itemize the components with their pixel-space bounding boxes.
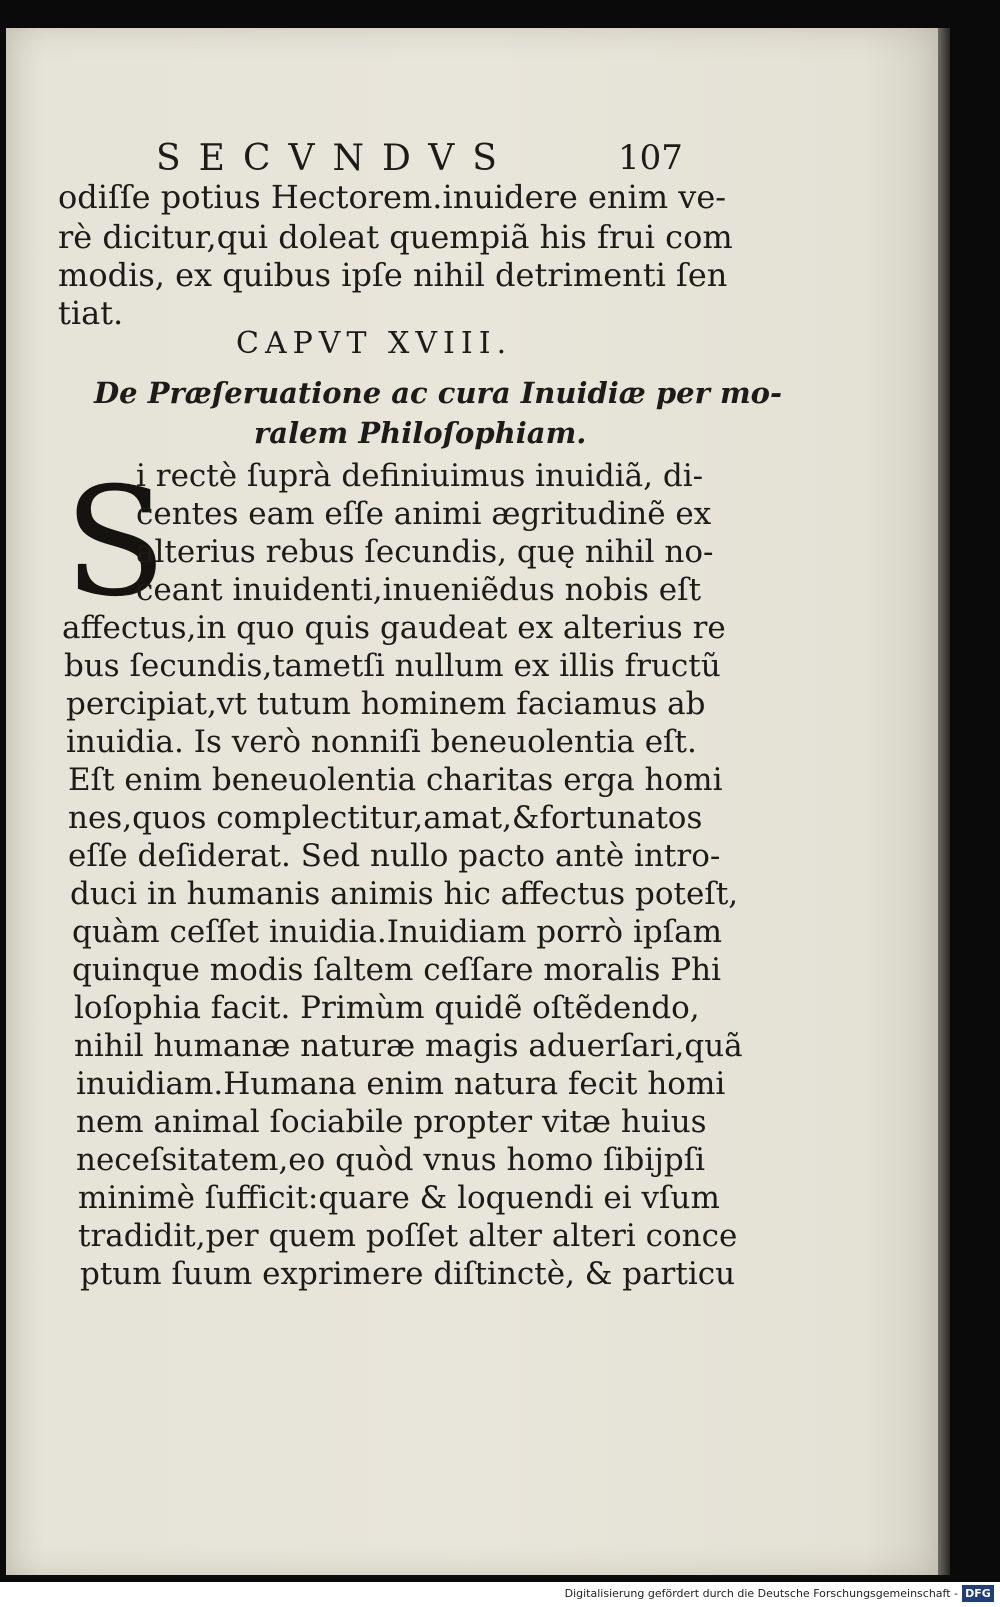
body-line: quinque modis ſaltem ceſſare moralis Phi: [72, 952, 722, 988]
text-line: tiat.: [58, 294, 124, 332]
footer-bar: [0, 1582, 1000, 1607]
chapter-title-line: ralem Philoſophiam.: [254, 416, 587, 450]
body-line: alterius rebus ſecundis, quę nihil no-: [136, 534, 714, 570]
body-line: inuidiam.Humana enim natura fecit homi: [76, 1066, 726, 1102]
running-title: SECVNDVS: [156, 138, 515, 179]
body-line: ptum ſuum exprimere diſtinctè, & particu: [80, 1256, 736, 1292]
book-page: [6, 28, 938, 1575]
dfg-logo: DFG: [962, 1585, 994, 1602]
body-line: duci in humanis animis hic affectus poteſt,: [70, 876, 739, 912]
body-line: neceſsitatem,eo quòd vnus homo ſibijpſi: [76, 1142, 706, 1178]
body-line: i rectè ſuprà definiuimus inuidiã, di-: [136, 458, 704, 494]
text-line: modis, ex quibus ipſe nihil detrimenti ſen: [58, 256, 728, 294]
body-line: ceant inuidenti,inueniẽdus nobis eſt: [136, 572, 702, 608]
text-line: rè dicitur,qui doleat quempiã his frui com: [58, 218, 733, 256]
body-line: quàm ceſſet inuidia.Inuidiam porrò ipſam: [72, 914, 723, 950]
body-line: percipiat,vt tutum hominem faciamus ab: [66, 686, 706, 722]
body-line: nihil humanæ naturæ magis aduerſari,quã: [74, 1028, 743, 1064]
body-line: tradidit,per quem poſſet alter alteri conce: [78, 1218, 738, 1254]
text-line: odiſſe potius Hectorem.inuidere enim ve-: [58, 178, 727, 216]
body-line: inuidia. Is verò nonniſi beneuolentia eſt.: [66, 724, 697, 760]
page-number: 107: [618, 138, 683, 178]
body-line: bus ſecundis,tametſi nullum ex illis fructũ: [64, 648, 721, 684]
chapter-title-line: De Præſeruatione ac cura Inuidiæ per mo-: [94, 376, 783, 410]
body-line: affectus,in quo quis gaudeat ex alterius re: [62, 610, 726, 646]
body-line: loſophia facit. Primùm quidẽ oſtẽdendo,: [74, 990, 700, 1026]
footer-credit: Digitalisierung gefördert durch die Deutsche Forschungsgemeinschaft -: [564, 1587, 958, 1600]
body-line: nem animal ſociabile propter vitæ huius: [76, 1104, 707, 1140]
body-line: Eſt enim beneuolentia charitas erga homi: [68, 762, 723, 798]
drop-cap: S: [64, 456, 167, 630]
chapter-heading: CAPVT XVIII.: [236, 326, 513, 361]
body-line: nes,quos complectitur,amat,&fortunatos: [68, 800, 703, 836]
body-line: minimè ſufficit:quare & loquendi ei vſum: [78, 1180, 720, 1216]
page-edge: [938, 28, 950, 1575]
body-line: centes eam eſſe animi ægritudinẽ ex: [136, 496, 712, 532]
body-line: eſſe deſiderat. Sed nullo pacto antè intro-: [68, 838, 721, 874]
